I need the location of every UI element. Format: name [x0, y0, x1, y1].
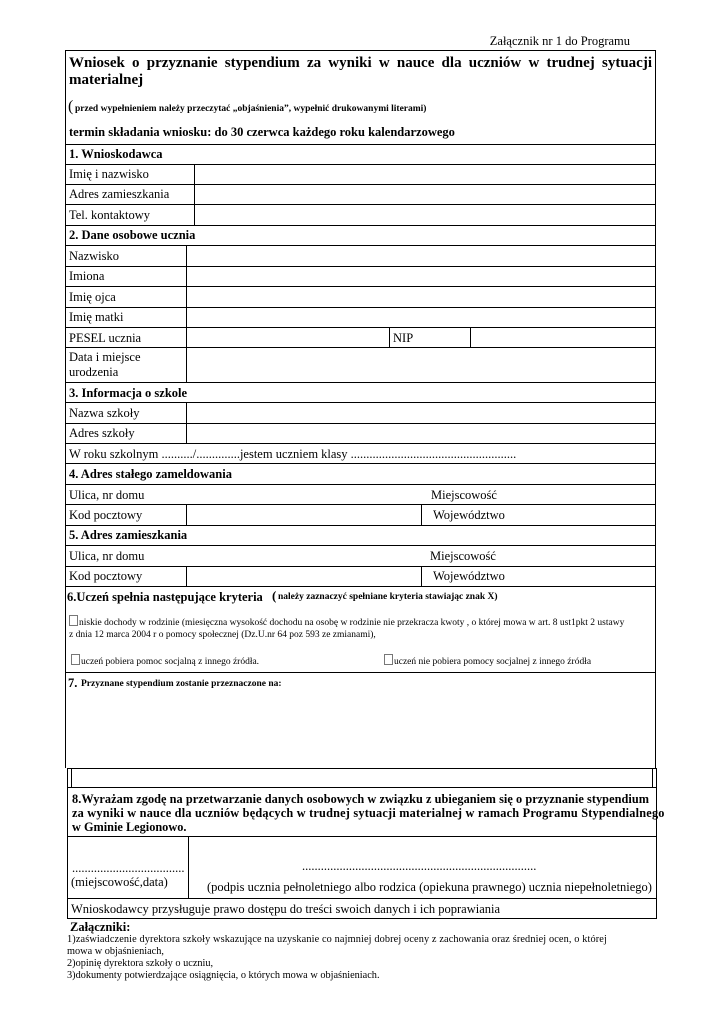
reg-voivodeship-label: Województwo: [433, 508, 505, 522]
instruction-paren: (: [68, 98, 74, 115]
school-year-line[interactable]: W roku szkolnym ........../..............jestem uczniem klasy .....................................................: [69, 447, 517, 461]
section3-title: 3. Informacja o szkole: [69, 386, 188, 400]
attachments-title: Załączniki:: [70, 920, 131, 934]
reg-street-label: Ulica, nr domu: [69, 488, 145, 502]
nip-label: NIP: [393, 331, 414, 345]
res-postal-label: Kod pocztowy: [69, 569, 143, 583]
section5-title: 5. Adres zamieszkania: [69, 528, 188, 542]
applicant-address-label: Adres zamieszkania: [69, 187, 170, 201]
pesel-label: PESEL ucznia: [69, 331, 142, 345]
birth-label-line2: urodzenia: [69, 365, 119, 379]
receives-aid-text: uczeń pobiera pomoc socjalną z innego źródła.: [81, 657, 260, 667]
place-date-dots[interactable]: ....................................: [72, 861, 185, 875]
low-income-checkbox[interactable]: [69, 615, 78, 626]
surname-field[interactable]: [188, 247, 654, 264]
section6-note: należy zaznaczyć spełniane kryteria stawiając znak X): [278, 592, 498, 602]
form-title: Wniosek o przyznanie stypendium za wyniki w nauce dla uczniów w trudnej sytuacji materialnej: [69, 55, 652, 88]
first-names-field[interactable]: [188, 268, 654, 285]
attachment-note: Załącznik nr 1 do Programu: [489, 34, 630, 48]
res-street-label: Ulica, nr domu: [69, 549, 145, 563]
attachment-item-3: 3)dokumenty potwierdzające osiągnięcia, o których mowa w objaśnieniach.: [67, 970, 380, 981]
deadline-text: termin składania wniosku: do 30 czerwca każdego roku kalendarzowego: [69, 125, 455, 139]
applicant-phone-label: Tel. kontaktowy: [69, 208, 151, 222]
scholarship-purpose-field[interactable]: [67, 692, 654, 766]
applicant-name-label: Imię i nazwisko: [69, 167, 149, 181]
consent-line1: 8.Wyrażam zgodę na przetwarzanie danych osobowych w związku z ubieganiem się o przyznanie stypendium: [72, 792, 650, 806]
instruction-text: przed wypełnieniem należy przeczytać „objaśnienia”, wypełnić drukowanymi literami): [75, 104, 427, 114]
section7-title: Przyznane stypendium zostanie przeznaczone na:: [81, 679, 282, 689]
receives-aid-checkbox[interactable]: [71, 654, 80, 665]
applicant-name-field[interactable]: [196, 166, 654, 183]
applicant-address-field[interactable]: [196, 186, 654, 203]
section7-number: 7.: [68, 676, 78, 690]
nip-field[interactable]: [472, 329, 654, 346]
res-postal-field[interactable]: [188, 568, 420, 585]
school-name-field[interactable]: [188, 404, 654, 421]
criterion-low-income: [69, 615, 624, 629]
section6-note-paren: (: [272, 588, 277, 603]
father-name-label: Imię ojca: [69, 290, 116, 304]
father-name-field[interactable]: [188, 288, 654, 305]
school-name-label: Nazwa szkoły: [69, 406, 140, 420]
reg-postal-label: Kod pocztowy: [69, 508, 143, 522]
criterion-no-aid: [384, 654, 591, 668]
signature-label: (podpis ucznia pełnoletniego albo rodzica (opiekuna prawnego) ucznia niepełnoletniego): [207, 880, 652, 894]
attachment-item-1-cont: mowa w objaśnieniach,: [67, 946, 164, 957]
no-aid-text: uczeń nie pobiera pomocy socjalnej z innego źródła: [394, 657, 592, 667]
birth-label-line1: Data i miejsce: [69, 350, 141, 364]
consent-line2: za wyniki w nauce dla uczniów będących w trudnej sytuacji materialnej w ramach Programu Stypendialnego: [72, 806, 665, 820]
birth-field[interactable]: [188, 349, 654, 381]
section6-title: 6.Uczeń spełnia następujące kryteria: [67, 590, 263, 604]
no-aid-checkbox[interactable]: [384, 654, 393, 665]
attachments-list: [67, 934, 656, 982]
attachment-item-1: 1)zaświadczenie dyrektora szkoły wskazujące na uzyskanie co najmniej dobrej oceny z zachowania oraz średniej ocen, o której: [67, 934, 607, 945]
consent-line3: w Gminie Legionowo.: [72, 820, 187, 834]
signature-dots[interactable]: ...........................................................................: [302, 859, 537, 873]
reg-city-label: Miejscowość: [431, 488, 497, 502]
section2-title: 2. Dane osobowe ucznia: [69, 228, 196, 242]
criterion-low-income-line2: z dnia 12 marca 2004 r o pomocy społecznej (Dz.U.nr 64 poz 593 ze zmianami),: [69, 630, 376, 640]
first-names-label: Imiona: [69, 269, 105, 283]
criterion-receives-aid: [71, 654, 259, 668]
section1-title: 1. Wnioskodawca: [69, 147, 163, 161]
res-voivodeship-label: Województwo: [433, 569, 505, 583]
place-date-label: (miejscowość,data): [71, 875, 168, 889]
surname-label: Nazwisko: [69, 249, 119, 263]
section4-title: 4. Adres stałego zameldowania: [69, 467, 232, 481]
school-address-label: Adres szkoły: [69, 426, 135, 440]
attachment-item-2: 2)opinię dyrektora szkoły o uczniu,: [67, 958, 214, 969]
pesel-field[interactable]: [188, 329, 388, 346]
mother-name-field[interactable]: [188, 309, 654, 326]
applicant-phone-field[interactable]: [196, 206, 654, 223]
data-access-note: Wnioskodawcy przysługuje prawo dostępu do treści swoich danych i ich poprawiania: [71, 902, 501, 916]
mother-name-label: Imię matki: [69, 310, 124, 324]
low-income-text: niskie dochody w rodzinie (miesięczna wysokość dochodu na osobę w rodzinie nie przekracza kwoty , o której mowa w art. 8 ust1pkt 2 ustawy: [79, 618, 625, 628]
reg-postal-field[interactable]: [188, 506, 420, 523]
school-address-field[interactable]: [188, 425, 654, 442]
res-city-label: Miejscowość: [430, 549, 496, 563]
